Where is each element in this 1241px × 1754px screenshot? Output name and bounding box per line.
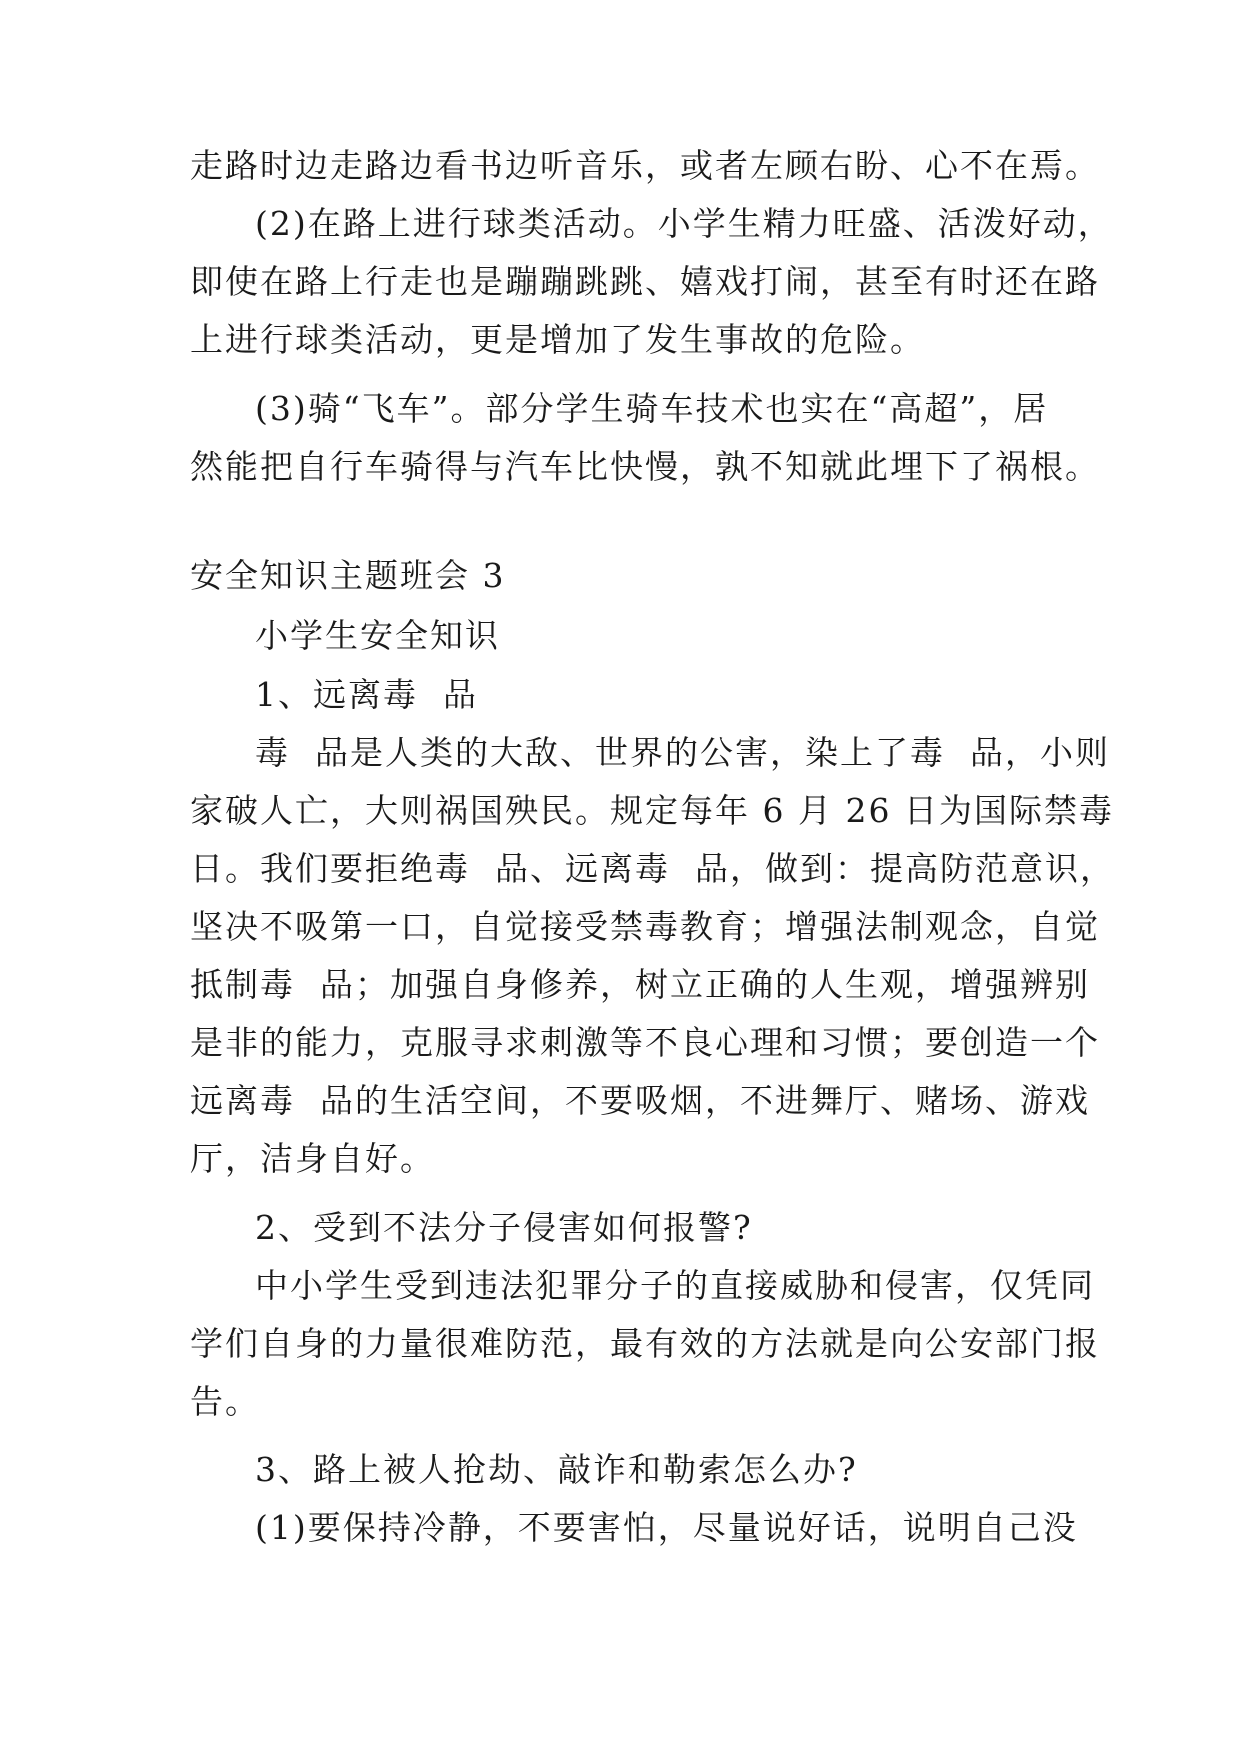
body-line: 走路时边走路边看书边听音乐，或者左顾右盼、心不在焉。 [190,146,1100,185]
body-line: (1)要保持冷静，不要害怕，尽量说好话，说明自己没 [255,1508,1078,1547]
body-line: 即使在路上行走也是蹦蹦跳跳、嬉戏打闹，甚至有时还在路 [190,262,1100,301]
body-line: 日。我们要拒绝毒 品、远离毒 品，做到：提高防范意识， [190,849,1115,888]
body-line: 远离毒 品的生活空间，不要吸烟，不进舞厅、赌场、游戏 [190,1081,1090,1120]
body-line: 厅，洁身自好。 [190,1139,435,1178]
body-line: 然能把自行车骑得与汽车比快慢，孰不知就此埋下了祸根。 [190,447,1100,486]
subtitle: 小学生安全知识 [255,616,500,655]
body-line: 上进行球类活动，更是增加了发生事故的危险。 [190,320,925,359]
section-title: 安全知识主题班会 3 [190,556,506,595]
body-line: (2)在路上进行球类活动。小学生精力旺盛、活泼好动， [255,204,1113,243]
body-line: 坚决不吸第一口，自觉接受禁毒教育；增强法制观念，自觉 [190,907,1100,946]
body-line: 学们自身的力量很难防范，最有效的方法就是向公安部门报 [190,1324,1100,1363]
item-heading: 1、远离毒 品 [255,675,478,714]
item-heading: 2、受到不法分子侵害如何报警? [255,1208,753,1247]
body-line: 是非的能力，克服寻求刺激等不良心理和习惯；要创造一个 [190,1023,1100,1062]
item-heading: 3、路上被人抢劫、敲诈和勒索怎么办? [255,1450,858,1489]
body-line: 抵制毒 品；加强自身修养，树立正确的人生观，增强辨别 [190,965,1090,1004]
body-line: (3)骑“飞车”。部分学生骑车技术也实在“高超”，居 [255,389,1049,428]
body-line: 告。 [190,1382,260,1421]
body-line: 毒 品是人类的大敌、世界的公害，染上了毒 品，小则 [255,733,1110,772]
body-line: 中小学生受到违法犯罪分子的直接威胁和侵害，仅凭同 [255,1266,1095,1305]
body-line: 家破人亡，大则祸国殃民。规定每年 6 月 26 日为国际禁毒 [190,791,1114,830]
